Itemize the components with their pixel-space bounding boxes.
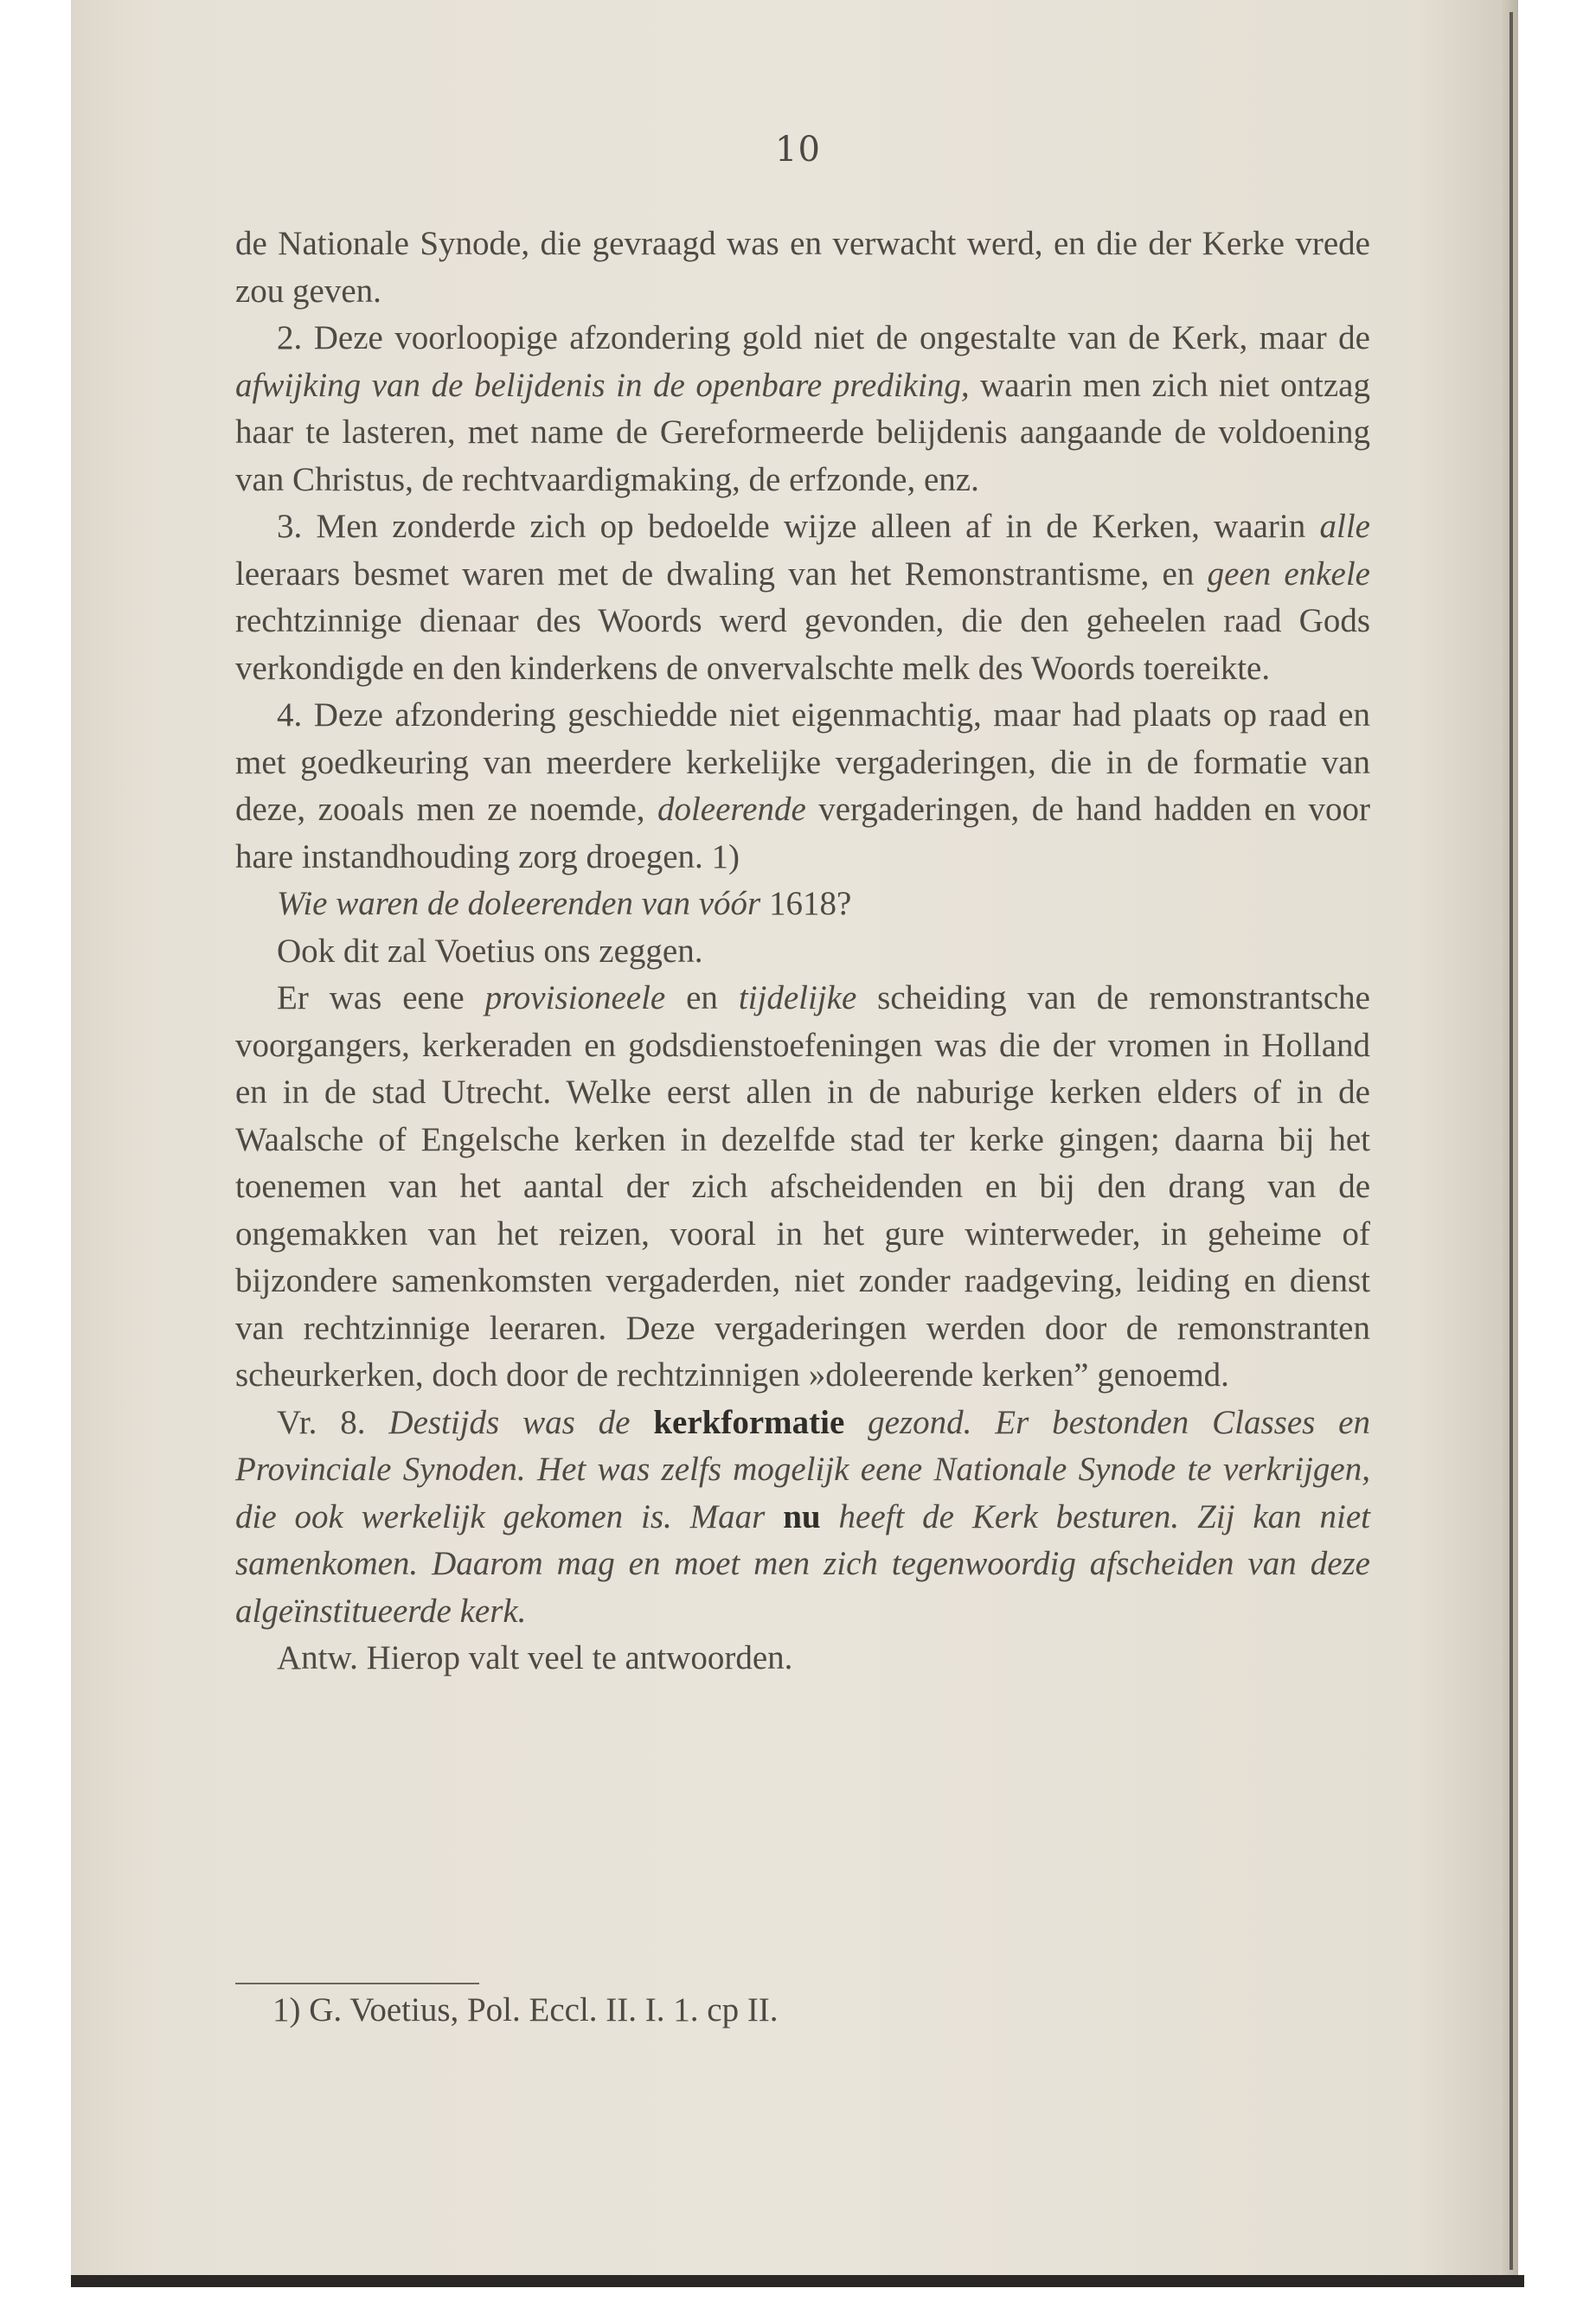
emphasis: alle bbox=[1319, 508, 1370, 545]
emphasis: tijdelijke bbox=[738, 979, 857, 1016]
emphasis: Wie waren de doleerenden van vóór bbox=[277, 885, 761, 922]
paragraph-answer: Antw. Hierop valt veel te antwoorden. bbox=[277, 1639, 793, 1676]
body-text bbox=[235, 221, 1370, 1682]
page-edge-line bbox=[1509, 12, 1513, 2270]
paragraph-question-8: Vr. 8. Destijds was de kerkformatie gezond. Er bestonden Classes en Provinciale Synoden. Het was zelfs mogelijk eene Nationale Synode te verkrijgen, die ook werkelijk gekomen is. Maar nu heeft de Kerk besturen. Zij kan niet samenkomen. Daarom mag en moet men zich tegenwoordig afscheiden van deze algeïnstitueerde kerk. bbox=[235, 1403, 1370, 1630]
paragraph-1: de Nationale Synode, die gevraagd was en verwacht werd, en die der Kerke vrede zou geven. bbox=[235, 225, 1370, 310]
paragraph-2: 2. Deze voorloopige afzondering gold niet de ongestalte van de Kerk, maar de afwijking van de belijdenis in de openbare prediking, waarin men zich niet ontzag haar te lasteren, met name de Gereformeerde belijdenis aangaande de voldoening van Christus, de rechtvaardigmaking, de erfzonde, enz. bbox=[235, 319, 1370, 498]
paragraph-3: 3. Men zonderde zich op bedoelde wijze alleen af in de Kerken, waarin alle leeraars besmet waren met de dwaling van het Remonstrantisme, en geen enkele rechtzinnige dienaar des Woords werd gevonden, die den geheelen raad Gods verkondigde en den kinderkens de onvervalschte melk des Woords toereikte. bbox=[235, 508, 1370, 687]
page-edge bbox=[1499, 0, 1518, 2275]
bold-term: kerkformatie bbox=[653, 1403, 845, 1441]
question-label: Vr. 8. bbox=[277, 1403, 366, 1441]
answer-label: Antw. bbox=[277, 1639, 358, 1676]
footnote: 1) G. Voetius, Pol. Eccl. II. I. 1. cp II. bbox=[272, 1991, 779, 2029]
paragraph-question: Wie waren de doleerenden van vóór 1618? bbox=[277, 885, 852, 922]
page-number: 10 bbox=[775, 130, 821, 170]
paragraph-4: 4. Deze afzondering geschiedde niet eigenmachtig, maar had plaats op raad en met goedkeuring van meerdere kerkelijke vergaderingen, die in de formatie van deze, zooals men ze noemde, doleerende vergaderingen, de hand hadden en voor hare instandhouding zorg droegen. 1) bbox=[235, 696, 1370, 875]
paragraph-7: Er was eene provisioneele en tijdelijke scheiding van de remonstrantsche voorgangers, kerkeraden en godsdienstoefeningen was die der vromen in Holland en in de stad Utrecht. Welke eerst allen in de naburige kerken elders of in de Waalsche of Engelsche kerken in dezelfde stad ter kerke gingen; daarna bij het toenemen van het aantal der zich afscheidenden en bij den drang van de ongemakken van het reizen, vooral in het gure winterweder, in geheime of bijzondere samenkomsten vergaderden, niet zonder raadgeving, leiding en dienst van rechtzinnige leeraren. Deze vergaderingen werden door de remonstranten scheurkerken, doch door de rechtzinnigen »doleerende kerken” genoemd. bbox=[235, 979, 1370, 1394]
footnote-divider bbox=[235, 1983, 479, 1984]
emphasis: geen enkele bbox=[1207, 554, 1370, 593]
emphasis: afwijking van de belijdenis in de openbare prediking, bbox=[235, 366, 970, 404]
emphasis: provisioneele bbox=[484, 979, 666, 1016]
paragraph-6: Ook dit zal Voetius ons zeggen. bbox=[277, 932, 703, 970]
bottom-border bbox=[71, 2275, 1524, 2287]
emphasis: doleerende bbox=[657, 791, 806, 828]
bold-term: nu bbox=[783, 1497, 821, 1535]
